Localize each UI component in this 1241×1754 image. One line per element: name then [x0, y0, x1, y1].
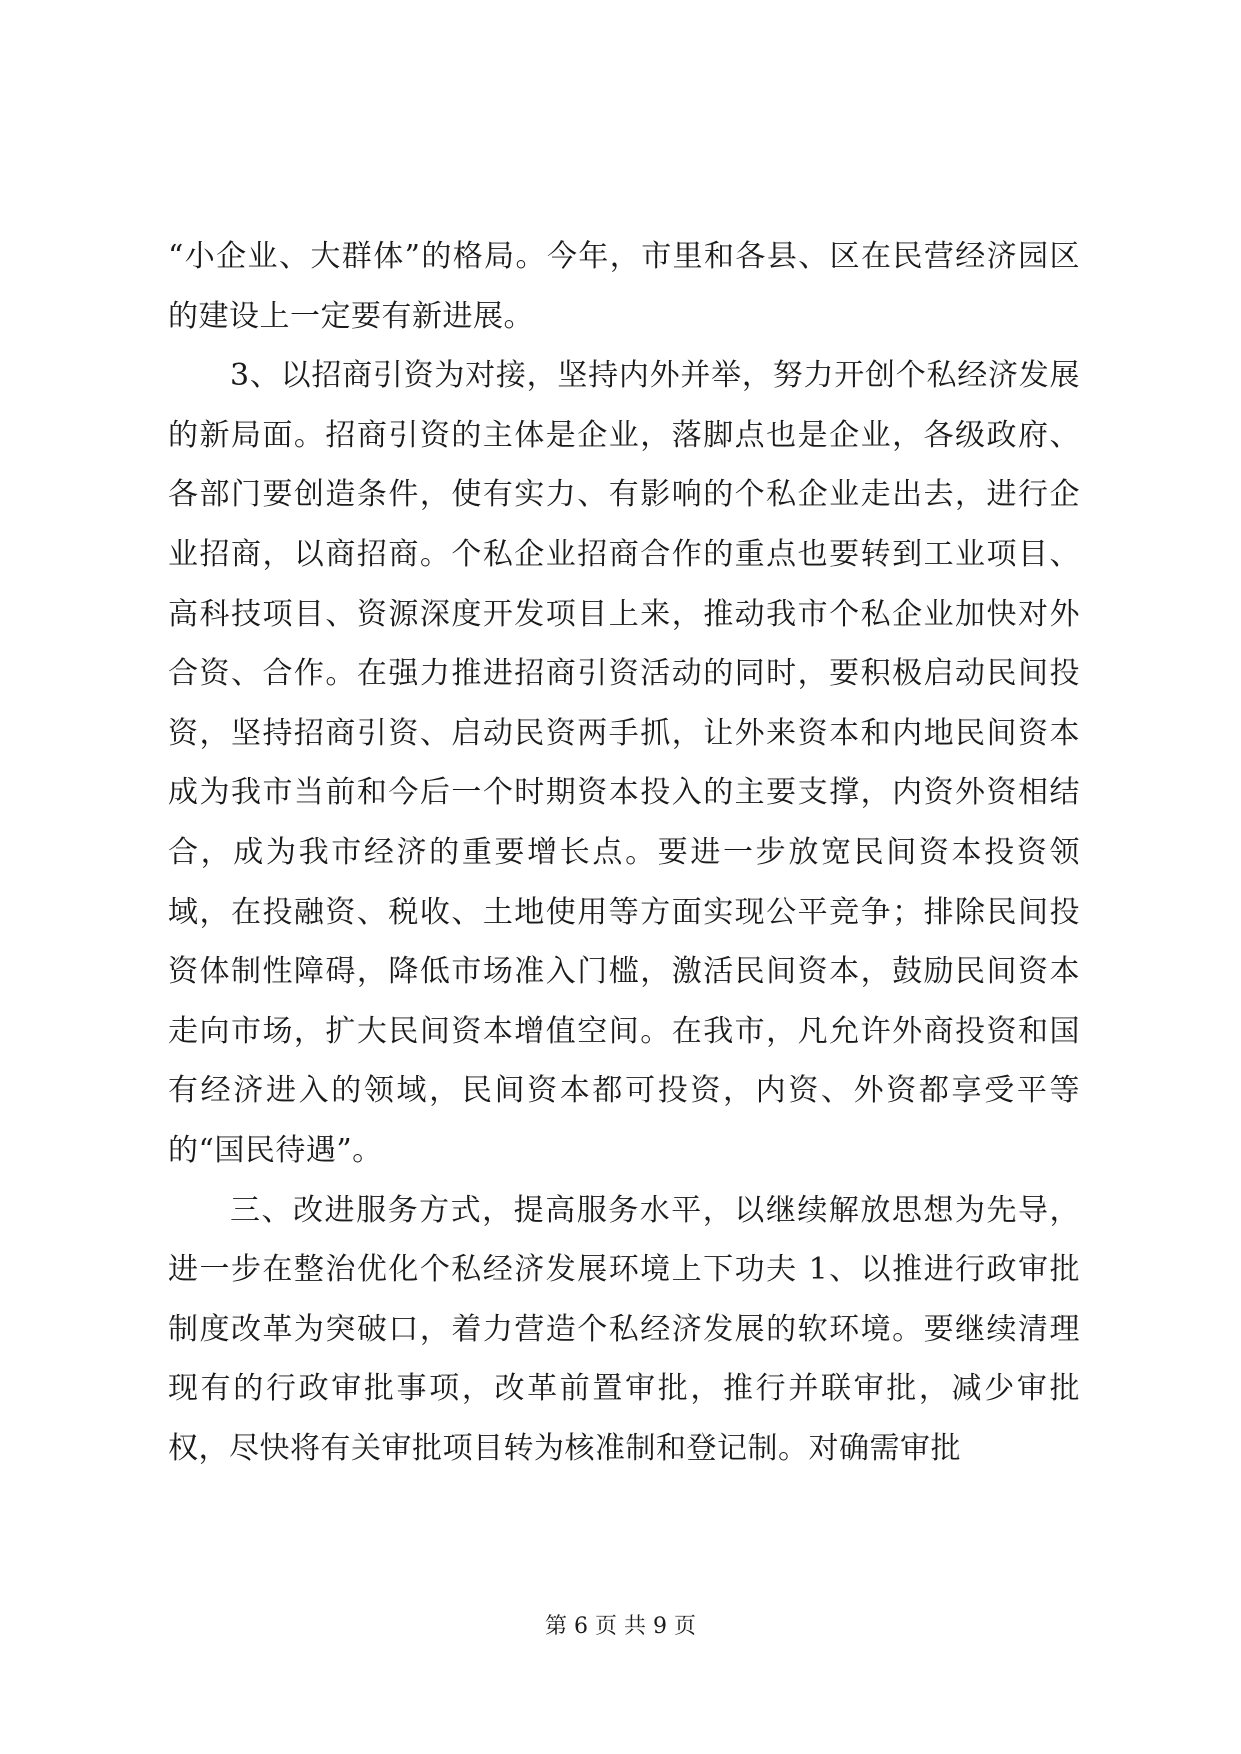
- paragraph-service-improvement: 三、改进服务方式，提高服务水平，以继续解放思想为先导，进一步在整治优化个私经济发展环境上下功夫 1、以推进行政审批制度改革为突破口，着力营造个私经济发展的软环境。要继续清理现有的行政审批事项，改革前置审批，推行并联审批，减少审批权，尽快将有关审批项目转为核准制和登记制。对确需审批: [168, 1192, 1080, 1466]
- document-body: [168, 227, 1080, 1478]
- paragraph-investment: 3、以招商引资为对接，坚持内外并举，努力开创个私经济发展的新局面。招商引资的主体是企业，落脚点也是企业，各级政府、各部门要创造条件，使有实力、有影响的个私企业走出去，进行企业招商，以商招商。个私企业招商合作的重点也要转到工业项目、高科技项目、资源深度开发项目上来，推动我市个私企业加快对外合资、合作。在强力推进招商引资活动的同时，要积极启动民间投资，坚持招商引资、启动民资两手抓，让外来资本和内地民间资本成为我市当前和今后一个时期资本投入的主要支撑，内资外资相结合，成为我市经济的重要增长点。要进一步放宽民间资本投资领域，在投融资、税收、土地使用等方面实现公平竞争；排除民间投资体制性障碍，降低市场准入门槛，激活民间资本，鼓励民间资本走向市场，扩大民间资本增值空间。在我市，凡允许外商投资和国有经济进入的领域，民间资本都可投资，内资、外资都享受平等的“国民待遇”。: [168, 358, 1080, 1168]
- page-number-footer: 第 6 页 共 9 页: [545, 1614, 696, 1639]
- paragraph-continuation: “小企业、大群体”的格局。今年，市里和各县、区在民营经济园区的建设上一定要有新进展。: [168, 239, 1080, 334]
